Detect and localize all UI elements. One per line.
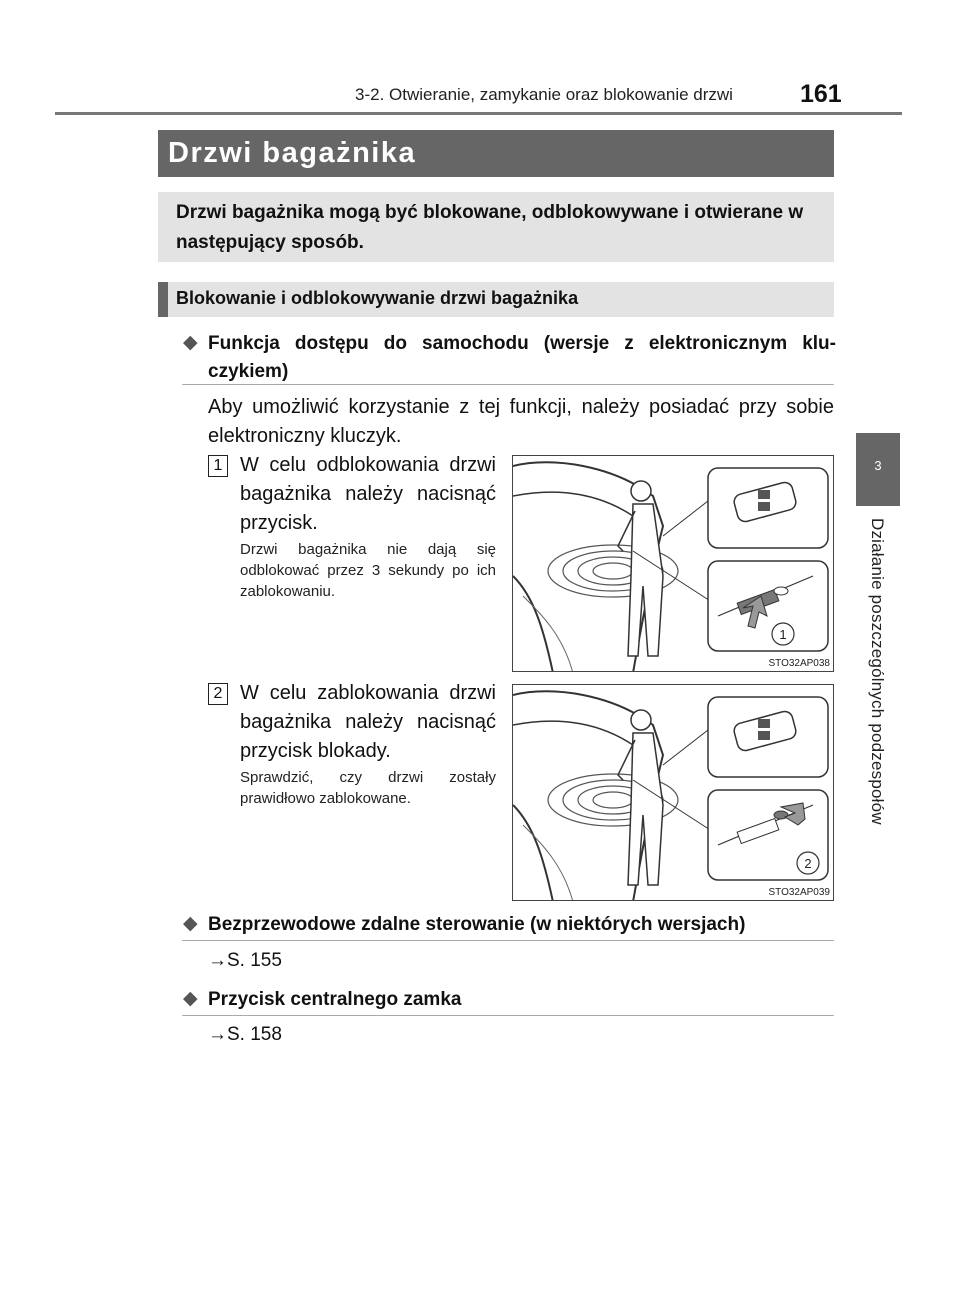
figure-callout-2: 2 bbox=[804, 856, 812, 871]
page-reference-158: →S. 158 bbox=[208, 1024, 282, 1045]
section-divider bbox=[182, 1015, 834, 1016]
section-divider bbox=[182, 940, 834, 941]
diamond-bullet-icon: ◆ bbox=[183, 913, 198, 934]
figure-code-2: STO32AP039 bbox=[768, 887, 830, 898]
step-2-note: Sprawdzić, czy drzwi zostały prawidłowo zablokowane. bbox=[240, 769, 496, 807]
figure-lock-illustration bbox=[512, 684, 834, 901]
chapter-tab-label: Działanie poszczególnych podzespołów bbox=[868, 518, 887, 825]
intro-box: Drzwi bagażnika mogą być blokowane, odblokowywane i otwierane w następujący sposób. bbox=[158, 192, 834, 262]
section-body-keyless: Aby umożliwić korzystanie z tej funkcji, należy posiadać przy sobie elektroniczny kluczyk. bbox=[208, 396, 834, 447]
diamond-bullet-icon: ◆ bbox=[183, 332, 198, 353]
step-2-text: W celu zablokowania drzwi bagażnika należy nacisnąć przycisk blokady. bbox=[240, 682, 496, 762]
header-divider bbox=[55, 112, 902, 115]
subheading: Blokowanie i odblokowywanie drzwi bagażnika bbox=[158, 282, 834, 317]
step-number-1: 1 bbox=[208, 455, 228, 477]
section-title-keyless-cont: czykiem) bbox=[208, 361, 289, 382]
page-number: 161 bbox=[800, 80, 842, 108]
figure-callout-1: 1 bbox=[779, 627, 787, 642]
page-title: Drzwi bagażnika bbox=[158, 130, 834, 177]
lock-illustration-svg bbox=[513, 685, 834, 901]
figure-unlock-illustration bbox=[512, 455, 834, 672]
figure-code-1: STO32AP038 bbox=[768, 658, 830, 669]
section-title-central-lock: Przycisk centralnego zamka bbox=[208, 989, 462, 1010]
step-1-note: Drzwi bagażnika nie dają się odblokować przez 3 sekundy po ich zablokowaniu. bbox=[240, 541, 496, 600]
page-reference-155: →S. 155 bbox=[208, 950, 282, 971]
section-title-remote: Bezprzewodowe zdalne sterowanie (w niektórych wersjach) bbox=[208, 914, 746, 935]
diamond-bullet-icon: ◆ bbox=[183, 988, 198, 1009]
section-title-keyless: Funkcja dostępu do samochodu (wersje z elektronicznym klu- bbox=[208, 333, 836, 354]
section-divider bbox=[182, 384, 834, 385]
chapter-tab: 3 bbox=[856, 433, 900, 506]
step-number-2: 2 bbox=[208, 683, 228, 705]
unlock-illustration-svg bbox=[513, 456, 834, 672]
step-1-text: W celu odblokowania drzwi bagażnika należy nacisnąć przycisk. bbox=[240, 454, 496, 534]
running-header-section: 3-2. Otwieranie, zamykanie oraz blokowanie drzwi bbox=[355, 85, 733, 104]
